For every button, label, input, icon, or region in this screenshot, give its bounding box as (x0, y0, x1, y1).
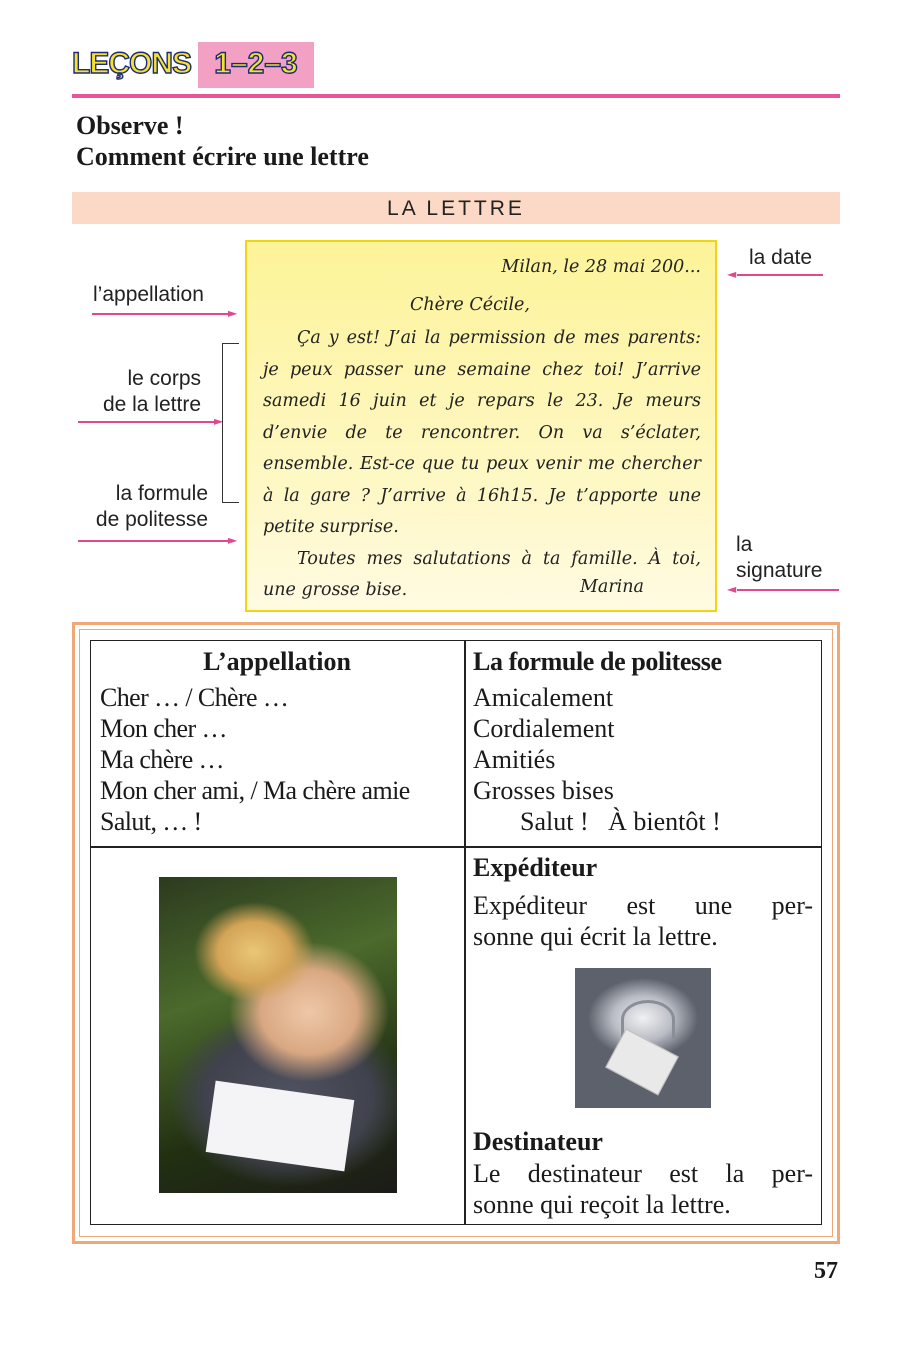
list-item: Amitiés (473, 745, 556, 774)
list-item: Salut, … ! (100, 807, 202, 836)
list-item: Mon cher ami, / Ma chère amie (100, 776, 410, 805)
letter-body-paragraph: Ça y est! J’ai la permission de mes parents: je peux passer une semaine chez toi! J’arrive samedi 16 juin et je repars le 23. Je meurs d’envie de te rencontrer. On va s’éclater, ensemble. Est-ce que tu peux venir me chercher à la gare ? J’arrive à 16h15. Je t’apporte une petite surprise. (263, 328, 701, 537)
list-item: Cher … / Chère … (100, 683, 289, 712)
list-item: Grosses bises (473, 776, 614, 805)
intro-line-1: Observe ! (76, 111, 184, 140)
arrow-right-icon: ► (214, 414, 224, 428)
expediteur-definition (473, 890, 813, 952)
label-corps (80, 366, 201, 418)
label-corps-line-1: le corps (127, 367, 201, 390)
list-item: Salut ! À bientôt ! (520, 807, 721, 836)
arrow-date (737, 274, 823, 276)
arrow-left-icon: ◄ (727, 267, 737, 281)
label-formule-line-1: la formule (115, 482, 208, 505)
arrow-corps (78, 421, 216, 423)
arrow-formule (78, 540, 230, 542)
corps-bracket (222, 343, 239, 503)
intro (76, 110, 369, 172)
page-number: 57 (814, 1258, 838, 1284)
expediteur-text-line-2: sonne qui écrit la lettre. (473, 922, 718, 951)
list-item: Ma chère … (100, 745, 224, 774)
lessons-heading: LEÇONS (72, 47, 192, 80)
label-formule (78, 481, 208, 533)
label-corps-line-2: de la lettre (102, 393, 201, 416)
arrow-right-icon: ► (228, 306, 238, 320)
expediteur-heading: Expéditeur (473, 853, 598, 882)
letter-date: Milan, le 28 mai 200... (501, 257, 701, 277)
intro-line-2: Comment écrire une lettre (76, 142, 369, 171)
letter-greeting: Chère Cécile, (410, 295, 530, 315)
list-item: Cordialement (473, 714, 615, 743)
letter-closing: Toutes mes salutations à ta famille. À toi, une grosse bise. (263, 548, 701, 600)
expediteur-text-line-1: Expéditeur est une per- (473, 891, 813, 920)
header-rule (72, 94, 840, 98)
list-item: Amicalement (473, 683, 614, 712)
arrow-left-icon: ◄ (727, 582, 737, 596)
table-row-divider (90, 846, 822, 848)
table-column-divider (464, 640, 466, 1225)
destinateur-definition (473, 1158, 813, 1220)
letter-body (263, 323, 701, 607)
label-signature-line-1: la (736, 533, 753, 556)
label-signature (736, 532, 822, 584)
label-appellation: l’appellation (93, 283, 204, 306)
label-signature-line-2: signature (736, 559, 823, 582)
label-formule-line-2: de politesse (95, 508, 208, 531)
destinateur-text-line-1: Le destinateur est la per- (473, 1159, 813, 1188)
appellation-list (100, 682, 462, 837)
arrow-right-icon: ► (228, 533, 238, 547)
politesse-list (473, 682, 818, 837)
label-date: la date (749, 246, 813, 269)
destinateur-text-line-2: sonne qui reçoit la lettre. (473, 1190, 731, 1219)
list-item: Mon cher … (100, 714, 227, 743)
section-banner: LA LETTRE (72, 192, 840, 224)
arrow-appellation (92, 313, 230, 315)
destinateur-heading: Destinateur (473, 1127, 603, 1156)
politesse-heading: La formule de politesse (473, 647, 722, 676)
lesson-numbers: 1–2–3 (214, 47, 298, 80)
appellation-heading: L’appellation (203, 647, 351, 676)
arrow-signature (737, 589, 839, 591)
letter-signature: Marina (579, 577, 644, 597)
